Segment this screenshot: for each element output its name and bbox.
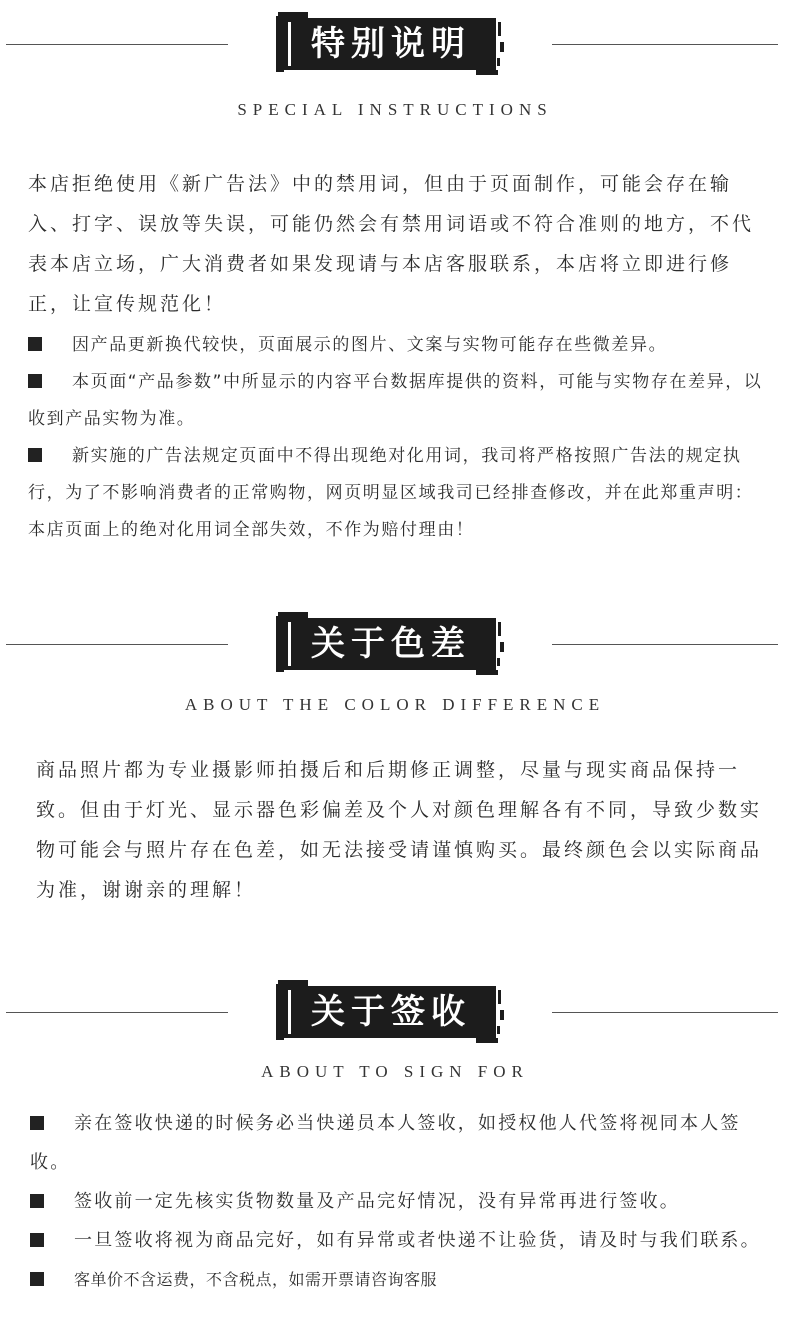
- section-paragraph: 商品照片都为专业摄影师拍摄后和后期修正调整，尽量与现实商品保持一致。但由于灯光、显示器色彩偏差及个人对颜色理解各有不同，导致少数实物可能会与照片存在色差，如无法接受请谨慎购买。最终颜色会以实际商品为准，谢谢亲的理解！: [36, 759, 763, 901]
- section-title: 关于色差: [311, 624, 471, 664]
- list-item: 亲在签收快递的时候务必当快递员本人签收，如授权他人代签将视同本人签收。: [30, 1113, 741, 1173]
- bullet-list: [28, 327, 768, 549]
- divider-right: [552, 1012, 778, 1013]
- square-bullet-icon: [28, 337, 42, 351]
- title-badge: [276, 980, 506, 1044]
- square-bullet-icon: [28, 448, 42, 462]
- square-bullet-icon: [28, 374, 42, 388]
- section-header-sign: [0, 978, 790, 1048]
- section-header-color: [0, 610, 790, 680]
- section-title: 特别说明: [311, 24, 471, 64]
- list-item: 一旦签收将视为商品完好，如有异常或者快递不让验货，请及时与我们联系。: [30, 1221, 770, 1260]
- divider-left: [6, 644, 228, 645]
- section-subtitle: ABOUT TO SIGN FOR: [261, 1062, 529, 1081]
- bullet-list: [30, 1104, 770, 1299]
- square-bullet-icon: [30, 1116, 44, 1130]
- divider-left: [6, 44, 228, 45]
- divider-right: [552, 44, 778, 45]
- section-paragraph: 本店拒绝使用《新广告法》中的禁用词，但由于页面制作，可能会存在输入、打字、误放等失误，可能仍然会有禁用词语或不符合准则的地方，不代表本店立场，广大消费者如果发现请与本店客服联系，本店将立即进行修正，让宣传规范化！: [28, 173, 755, 315]
- list-item: 因产品更新换代较快，页面展示的图片、文案与实物可能存在些微差异。: [28, 327, 768, 364]
- title-badge: [276, 12, 506, 76]
- section-title: 关于签收: [311, 992, 471, 1032]
- square-bullet-icon: [30, 1272, 44, 1286]
- title-badge: [276, 612, 506, 676]
- square-bullet-icon: [30, 1194, 44, 1208]
- section-header-special: [0, 10, 790, 80]
- divider-right: [552, 644, 778, 645]
- list-item: 新实施的广告法规定页面中不得出现绝对化用词，我司将严格按照广告法的规定执行，为了不影响消费者的正常购物，网页明显区域我司已经排查修改，并在此郑重声明：本店页面上的绝对化用词全部失效，不作为赔付理由！: [28, 446, 754, 540]
- list-item: 客单价不含运费，不含税点，如需开票请咨询客服: [30, 1260, 770, 1299]
- square-bullet-icon: [30, 1233, 44, 1247]
- list-item: 本页面“产品参数”中所显示的内容平台数据库提供的资料，可能与实物存在差异，以收到产品实物为准。: [28, 372, 763, 429]
- list-item: 签收前一定先核实货物数量及产品完好情况，没有异常再进行签收。: [30, 1182, 770, 1221]
- section-subtitle: ABOUT THE COLOR DIFFERENCE: [184, 695, 606, 714]
- divider-left: [6, 1012, 228, 1013]
- section-subtitle: SPECIAL INSTRUCTIONS: [237, 100, 553, 119]
